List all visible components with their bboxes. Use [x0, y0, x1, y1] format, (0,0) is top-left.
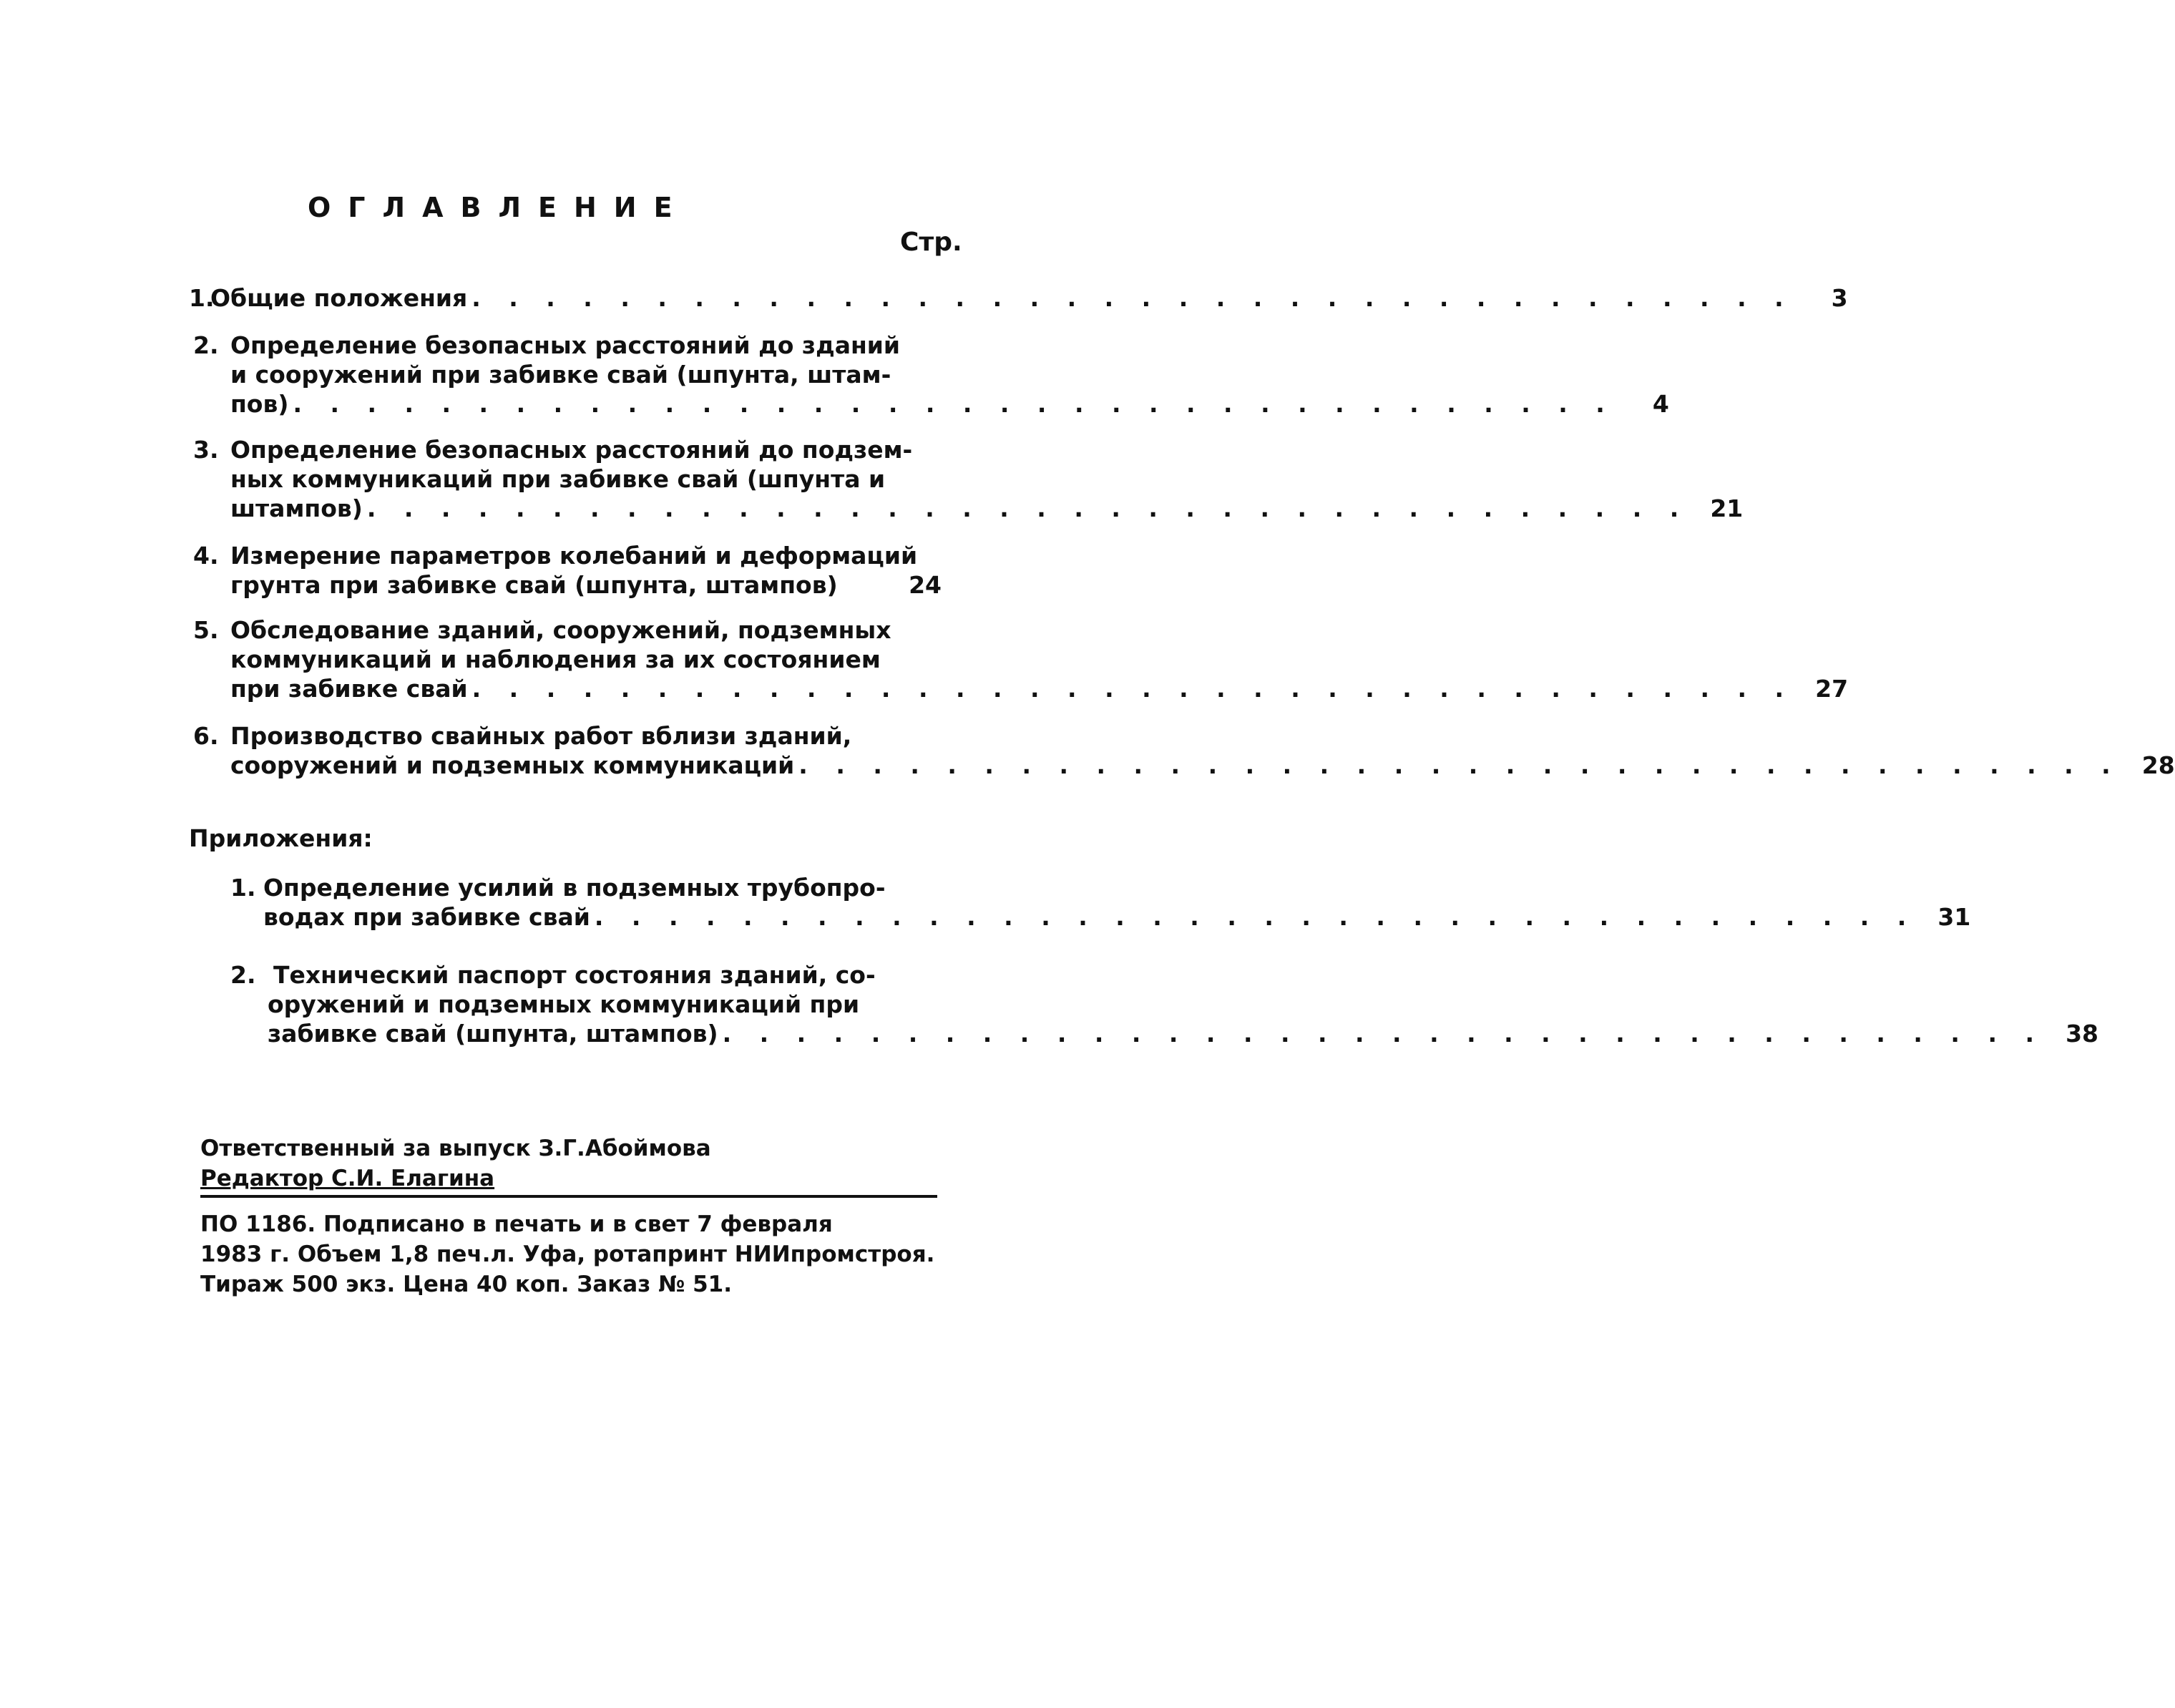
publication-info-line: Тираж 500 экз. Цена 40 коп. Заказ № 51.	[200, 1272, 733, 1297]
toc-entry-page: 38	[2066, 1020, 2099, 1048]
toc-entry-line	[193, 360, 942, 389]
toc-entry-line	[193, 494, 1744, 523]
toc-entry-text: забивке свай (шпунта, штампов)	[268, 1020, 718, 1048]
toc-entry-text: пов)	[230, 390, 289, 418]
publication-info-line: ПО 1186. Подписано в печать и в свет 7 февраля	[200, 1211, 833, 1237]
dot-leader: . . . . . . . . . . . . . . . . . . . . . . . . . . . . . . . . . . . .	[722, 1020, 2045, 1048]
toc-entry-number: 5.	[193, 616, 219, 644]
toc-entry-text: Производство свайных работ вблизи зданий,	[230, 722, 852, 750]
toc-entry-text: Определение безопасных расстояний до подзем-	[230, 436, 913, 464]
toc-entry-number: 1.	[189, 284, 215, 312]
toc-entry-text: штампов)	[230, 494, 363, 522]
dot-leader: . . . . . . . . . . . . . . . . . . . . . . . . . . . . . . . . . . . .	[798, 751, 2121, 779]
toc-entry-page: 21	[1710, 494, 1744, 522]
toc-entry-line	[193, 389, 1669, 419]
toc-entry-line	[193, 674, 1849, 703]
appendix-entry-2	[230, 960, 2099, 1048]
toc-entry-page: 31	[1937, 903, 1971, 931]
responsible-line: Ответственный за выпуск З.Г.Абоймова	[200, 1136, 711, 1161]
toc-entry-line	[193, 751, 2175, 780]
toc-entry-page: 24	[909, 571, 942, 599]
toc-entry-line	[193, 331, 942, 360]
toc-entry-page: 3	[1831, 284, 1848, 312]
publication-info-line: 1983 г. Объем 1,8 печ.л. Уфа, ротапринт НИИпромстроя.	[200, 1241, 935, 1267]
toc-entry-number: 3.	[193, 436, 219, 464]
toc-entry-text: Определение усилий в подземных трубопро-	[263, 874, 886, 902]
toc-entry-text: ных коммуникаций при забивке свай (шпунта и	[230, 465, 886, 493]
page-title: ОГЛАВЛЕНИЕ	[308, 192, 690, 223]
toc-entry-page: 4	[1652, 390, 1669, 418]
toc-entry-1	[189, 283, 1848, 313]
toc-entry-3	[193, 435, 1744, 523]
toc-entry-text: сооружений и подземных коммуникаций	[230, 751, 795, 779]
appendix-header: Приложения:	[189, 824, 373, 852]
toc-entry-text: оружений и подземных коммуникаций при	[268, 990, 860, 1018]
toc-entry-5	[193, 615, 1849, 703]
toc-entry-line	[193, 615, 942, 645]
toc-entry-text: Определение безопасных расстояний до зданий	[230, 331, 901, 359]
toc-entry-number: 4.	[193, 542, 219, 570]
toc-entry-line	[230, 902, 1971, 932]
editor-line	[200, 1163, 937, 1198]
toc-entry-2	[193, 331, 1669, 419]
toc-entry-line	[193, 721, 942, 751]
toc-entry-text: грунта при забивке свай (шпунта, штампов)	[230, 571, 838, 599]
dot-leader: . . . . . . . . . . . . . . . . . . . . . . . . . . . . . . . . . . . .	[471, 675, 1794, 703]
toc-entry-line	[193, 541, 942, 570]
dot-leader: . . . . . . . . . . . . . . . . . . . . . . . . . . . . . . . . . . . .	[471, 284, 1794, 312]
toc-entry-page: 28	[2141, 751, 2175, 779]
toc-entry-text: при забивке свай	[230, 675, 468, 703]
toc-entry-line	[193, 435, 942, 464]
toc-entry-line	[193, 645, 942, 674]
toc-entry-text: водах при забивке свай	[263, 903, 590, 931]
dot-leader: . . . . . . . . . . . . . . . . . . . . . . . . . . . . . . . . . . . .	[594, 903, 1917, 931]
appendix-entry-1	[230, 873, 1971, 932]
toc-entry-text: и сооружений при забивке свай (шпунта, штам-	[230, 361, 891, 389]
toc-entry-line	[230, 960, 934, 990]
toc-entry-line	[193, 464, 942, 494]
toc-entry-number: 2.	[230, 961, 256, 989]
editor-text: Редактор С.И. Елагина	[200, 1166, 495, 1191]
toc-entry-number: 6.	[193, 722, 219, 750]
toc-entry-text: Обследование зданий, сооружений, подземных	[230, 616, 891, 644]
toc-entry-line	[230, 990, 934, 1019]
toc-entry-line	[230, 873, 934, 902]
toc-entry-page: 27	[1815, 675, 1849, 703]
toc-entry-number: 1.	[230, 874, 256, 902]
toc-entry-number: 2.	[193, 331, 219, 359]
dot-leader: . . . . . . . . . . . . . . . . . . . . . . . . . . . . . . . . . . . .	[293, 390, 1615, 418]
page-column-header: Стр.	[900, 228, 962, 257]
toc-entry-4	[193, 541, 942, 600]
toc-entry-line	[230, 1019, 2099, 1048]
imprint-block	[200, 1133, 937, 1299]
toc-entry-text: Общие положения	[210, 284, 468, 312]
toc-entry-6	[193, 721, 2175, 780]
toc-entry-text: коммуникаций и наблюдения за их состоянием	[230, 645, 881, 673]
toc-entry-line	[193, 570, 942, 600]
toc-entry-line	[189, 283, 1848, 313]
toc-entry-text: Измерение параметров колебаний и деформаций	[230, 542, 918, 570]
toc-entry-text: Технический паспорт состояния зданий, со-	[273, 961, 876, 989]
dot-leader: . . . . . . . . . . . . . . . . . . . . . . . . . . . . . . . . . . . .	[366, 494, 1689, 522]
